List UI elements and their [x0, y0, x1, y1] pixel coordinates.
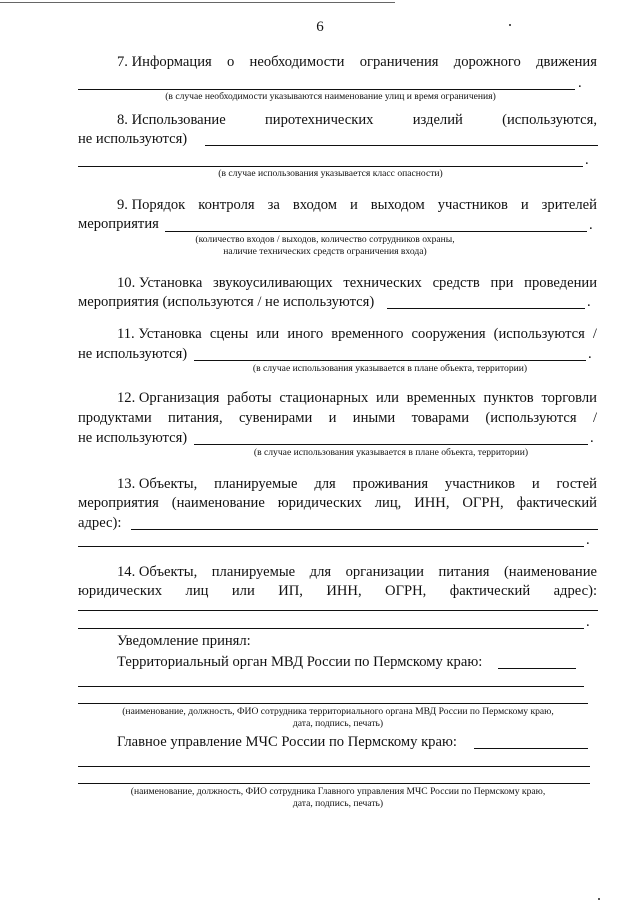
- scan-speck: [598, 898, 600, 900]
- mvd-blank-line-1: [78, 686, 584, 687]
- item-9-note-2: наличие технических средств ограничения входа): [223, 246, 427, 257]
- item-14-answer-line-2: [78, 628, 584, 629]
- item-11-line-2: не используются): [78, 346, 188, 362]
- item-9-line-2: мероприятия: [78, 216, 159, 232]
- mchs-blank-line-2: [78, 783, 590, 784]
- item-11-period: .: [588, 346, 592, 362]
- item-13-line-2: мероприятия (наименование юридических лиц, ИНН, ОГРН, фактический: [78, 495, 597, 511]
- item-8-answer-line-1: [205, 145, 598, 146]
- item-14-period: .: [586, 614, 590, 630]
- item-14-answer-line-1: [78, 610, 598, 611]
- item-8-line-1: 8. Использование пиротехнических изделий (используются,: [117, 112, 597, 128]
- item-12-line-1: 12. Организация работы стационарных или временных пунктов торговли: [117, 390, 597, 406]
- notice-accepted-label: Уведомление принял:: [117, 633, 251, 649]
- item-12-answer-line: [194, 444, 588, 445]
- item-12-line-2: продуктами питания, сувенирами и иными товарами (используются /: [78, 410, 597, 426]
- item-8-answer-line-2: [78, 166, 583, 167]
- mvd-label: Территориальный орган МВД России по Пермскому краю:: [117, 654, 483, 670]
- item-12-period: .: [590, 430, 594, 446]
- page-number: 6: [316, 19, 324, 35]
- item-11-note: (в случае использования указывается в плане объекта, территории): [252, 363, 528, 374]
- mchs-answer-line: [474, 748, 588, 749]
- mchs-blank-line-1: [78, 766, 590, 767]
- mchs-note-2: дата, подпись, печать): [292, 798, 384, 809]
- item-7-period: .: [578, 75, 582, 91]
- item-8-period: .: [585, 152, 589, 168]
- item-9-period: .: [589, 217, 593, 233]
- mvd-note-2: дата, подпись, печать): [292, 718, 384, 729]
- item-10-line-1: 10. Установка звукоусиливающих технических средств при проведении: [117, 275, 597, 291]
- item-7-answer-line: [78, 89, 575, 90]
- item-9-answer-line: [165, 231, 587, 232]
- item-12-line-3: не используются): [78, 430, 188, 446]
- item-9-line-1: 9. Порядок контроля за входом и выходом участников и зрителей: [117, 197, 597, 213]
- item-11-line-1: 11. Установка сцены или иного временного сооружения (используются /: [117, 326, 597, 342]
- item-7-line-1: 7. Информация о необходимости ограничения дорожного движения: [117, 54, 597, 70]
- item-13-period: .: [586, 532, 590, 548]
- item-13-answer-line-2: [78, 546, 584, 547]
- mvd-blank-line-2: [78, 703, 588, 704]
- item-10-line-2: мероприятия (используются / не используются): [78, 294, 375, 310]
- item-8-note: (в случае использования указывается класс опасности): [218, 168, 443, 179]
- mvd-answer-line: [498, 668, 576, 669]
- item-13-line-1: 13. Объекты, планируемые для проживания участников и гостей: [117, 476, 597, 492]
- mvd-note-1: (наименование, должность, ФИО сотрудника территориального органа МВД России по Пермскому краю,: [122, 706, 554, 717]
- item-14-line-1: 14. Объекты, планируемые для организации питания (наименование: [117, 564, 597, 580]
- item-7-note: (в случае необходимости указываются наименование улиц и время ограничения): [165, 91, 496, 102]
- mchs-note-1: (наименование, должность, ФИО сотрудника Главного управления МЧС России по Пермскому краю,: [130, 786, 546, 797]
- item-8-line-2: не используются): [78, 131, 188, 147]
- item-14-line-2: юридических лиц или ИП, ИНН, ОГРН, фактический адрес):: [78, 583, 597, 599]
- item-13-answer-line-1: [131, 529, 598, 530]
- item-11-answer-line: [194, 360, 586, 361]
- mchs-label: Главное управление МЧС России по Пермскому краю:: [117, 734, 457, 750]
- item-9-note-1: (количество входов / выходов, количество сотрудников охраны,: [195, 234, 455, 245]
- top-edge-line: [0, 2, 395, 3]
- item-10-period: .: [587, 294, 591, 310]
- item-10-answer-line: [387, 308, 585, 309]
- item-13-line-3: адрес):: [78, 515, 122, 531]
- item-12-note: (в случае использования указывается в плане объекта, территории): [253, 447, 529, 458]
